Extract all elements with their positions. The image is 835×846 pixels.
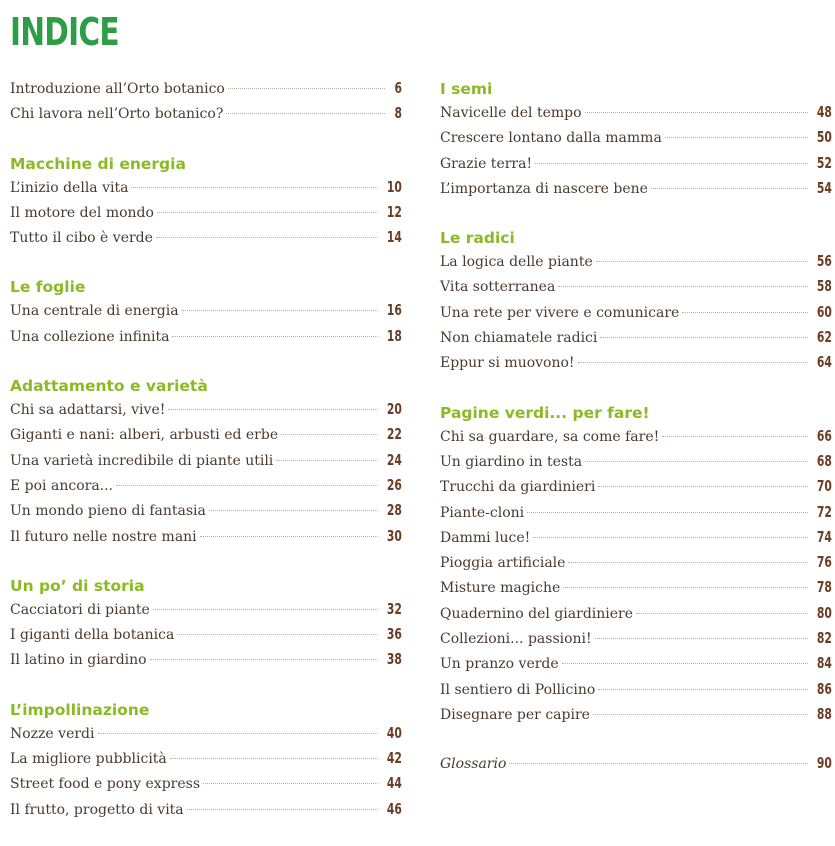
page-number: 38 <box>386 650 402 669</box>
entry-title: Il latino in giardino <box>10 652 147 669</box>
index-entry[interactable] <box>440 125 832 150</box>
entry-title: Non chiamatele radici <box>440 330 598 347</box>
index-entry[interactable] <box>440 300 832 325</box>
page-number: 30 <box>386 526 402 545</box>
index-entry[interactable] <box>10 647 402 672</box>
entry-title: Il frutto, progetto di vita <box>10 801 184 818</box>
index-section <box>10 151 402 251</box>
page-number: 52 <box>816 153 832 172</box>
dot-leader <box>98 733 379 734</box>
dot-leader <box>228 88 385 89</box>
dot-leader <box>585 112 809 113</box>
index-section <box>10 373 402 549</box>
entry-title: Un giardino in testa <box>440 453 583 470</box>
entry-title: Il motore del mondo <box>10 204 154 221</box>
dot-leader <box>562 663 808 664</box>
dot-leader <box>182 310 379 311</box>
entry-title: Una centrale di energia <box>10 303 179 320</box>
entry-title: Un mondo pieno di fantasia <box>10 503 206 520</box>
entry-title: L’importanza di nascere bene <box>440 180 648 197</box>
entry-title: Collezioni... passioni! <box>440 631 592 648</box>
index-entry[interactable] <box>10 797 402 822</box>
index-entry[interactable] <box>440 500 832 525</box>
index-entry[interactable] <box>10 746 402 771</box>
dot-leader <box>585 461 808 462</box>
dot-leader <box>226 113 385 114</box>
index-entry[interactable] <box>10 422 402 447</box>
page-title: INDICE <box>10 10 119 54</box>
entry-title: Una varietà incredibile di piante utili <box>10 452 274 469</box>
page-number: 14 <box>386 228 402 247</box>
dot-leader <box>156 237 378 238</box>
page-number: 20 <box>386 400 402 419</box>
dot-leader <box>682 312 808 313</box>
dot-leader <box>170 758 378 759</box>
page-number: 16 <box>386 301 402 320</box>
index-entry[interactable] <box>440 350 832 375</box>
dot-leader <box>153 609 378 610</box>
entry-title: Chi lavora nell’Orto botanico? <box>10 106 224 123</box>
dot-leader <box>509 763 808 764</box>
entry-title: Chi sa adattarsi, vive! <box>10 402 166 419</box>
page-number: 82 <box>816 629 832 648</box>
index-entry[interactable] <box>10 771 402 796</box>
page-number: 60 <box>816 302 832 321</box>
dot-leader <box>187 809 378 810</box>
dot-leader <box>116 485 378 486</box>
dot-leader <box>533 537 808 538</box>
page-number: 62 <box>816 328 832 347</box>
entry-title: Il sentiero di Pollicino <box>440 681 596 698</box>
index-entry[interactable] <box>10 397 402 422</box>
dot-leader <box>598 689 808 690</box>
index-entry[interactable] <box>10 225 402 250</box>
dot-leader <box>172 336 378 337</box>
dot-leader <box>595 638 808 639</box>
index-section <box>10 697 402 822</box>
entry-title: Piante-cloni <box>440 504 525 521</box>
dot-leader <box>131 187 378 188</box>
index-section <box>440 76 832 201</box>
index-entry[interactable] <box>10 76 402 101</box>
index-entry[interactable] <box>440 100 832 125</box>
index-entry[interactable] <box>10 622 402 647</box>
index-section <box>10 76 402 127</box>
dot-leader <box>177 634 378 635</box>
dot-leader <box>568 562 808 563</box>
index-entry[interactable] <box>440 550 832 575</box>
dot-leader <box>598 486 808 487</box>
entry-title: Il futuro nelle nostre mani <box>10 528 197 545</box>
entry-title: I giganti della botanica <box>10 627 175 644</box>
entry-title: Eppur si muovono! <box>440 355 575 372</box>
index-entry[interactable] <box>10 473 402 498</box>
dot-leader <box>563 587 808 588</box>
glossary-entry[interactable] <box>440 751 832 776</box>
section-heading: Le radici <box>440 229 515 248</box>
page-number: 80 <box>816 603 832 622</box>
index-column-right <box>440 76 832 777</box>
index-entry[interactable] <box>440 325 832 350</box>
page-number: 88 <box>816 704 832 723</box>
dot-leader <box>558 286 808 287</box>
entry-title: L’inizio della vita <box>10 179 129 196</box>
index-entry[interactable] <box>10 298 402 323</box>
page-number: 44 <box>386 774 402 793</box>
page-number: 86 <box>816 679 832 698</box>
entry-title: Crescere lontano dalla mamma <box>440 130 662 147</box>
page-number: 46 <box>386 799 402 818</box>
dot-leader <box>527 512 808 513</box>
index-column-left <box>10 76 402 846</box>
entry-title: Giganti e nani: alberi, arbusti ed erbe <box>10 427 279 444</box>
page-number: 66 <box>816 426 832 445</box>
page-number: 74 <box>816 527 832 546</box>
entry-title: Street food e pony express <box>10 776 200 793</box>
dot-leader <box>662 436 808 437</box>
dot-leader <box>200 536 378 537</box>
index-entry[interactable] <box>440 274 832 299</box>
glossary-section <box>440 751 832 776</box>
dot-leader <box>596 261 808 262</box>
dot-leader <box>203 783 378 784</box>
section-heading: Le foglie <box>10 278 86 297</box>
dot-leader <box>636 613 808 614</box>
index-entry[interactable] <box>440 424 832 449</box>
index-entry[interactable] <box>10 448 402 473</box>
index-entry[interactable] <box>10 101 402 126</box>
entry-title: E poi ancora... <box>10 477 114 494</box>
page-number: 28 <box>386 501 402 520</box>
section-heading: I semi <box>440 80 493 98</box>
index-section <box>440 225 832 375</box>
index-entry[interactable] <box>440 525 832 550</box>
dot-leader <box>600 337 808 338</box>
dot-leader <box>168 409 378 410</box>
page-number: 78 <box>816 578 832 597</box>
index-entry[interactable] <box>440 249 832 274</box>
entry-title: Vita sotterranea <box>440 279 556 296</box>
section-heading: Macchine di energia <box>10 154 186 173</box>
index-entry[interactable] <box>10 200 402 225</box>
entry-title: Disegnare per capire <box>440 706 590 723</box>
dot-leader <box>209 510 378 511</box>
glossary-title: Glossario <box>440 756 507 773</box>
index-entry[interactable] <box>10 524 402 549</box>
page-number: 24 <box>386 450 402 469</box>
page-number: 50 <box>816 128 832 147</box>
page-number: 64 <box>816 353 832 372</box>
dot-leader <box>665 137 808 138</box>
page-number: 48 <box>816 103 832 121</box>
page-number: 68 <box>816 451 832 470</box>
index-entry[interactable] <box>440 677 832 702</box>
page-number: 12 <box>386 202 402 221</box>
dot-leader <box>593 714 808 715</box>
page-number: 8 <box>394 104 402 123</box>
page-number: 56 <box>816 252 832 271</box>
entry-title: Misture magiche <box>440 580 561 597</box>
page-number: 90 <box>816 754 832 773</box>
entry-title: Trucchi da giardinieri <box>440 479 596 496</box>
dot-leader <box>651 188 808 189</box>
entry-title: La logica delle piante <box>440 254 593 271</box>
page-number: 54 <box>816 178 832 197</box>
entry-title: Cacciatori di piante <box>10 601 150 618</box>
section-heading: Pagine verdi... per fare! <box>440 403 650 422</box>
page-number: 32 <box>386 599 402 618</box>
section-heading: L’impollinazione <box>10 700 150 719</box>
page-number: 6 <box>394 79 402 97</box>
entry-title: Chi sa guardare, sa come fare! <box>440 428 660 445</box>
page-number: 36 <box>386 625 402 644</box>
section-heading: Adattamento e varietà <box>10 377 208 396</box>
entry-title: Grazie terra! <box>440 155 533 172</box>
entry-title: La migliore pubblicità <box>10 751 167 768</box>
entry-title: Una rete per vivere e comunicare <box>440 304 680 321</box>
page-number: 26 <box>386 475 402 494</box>
page-number: 40 <box>386 723 402 742</box>
dot-leader <box>150 659 379 660</box>
entry-title: Dammi luce! <box>440 529 531 546</box>
index-entry[interactable] <box>10 324 402 349</box>
dot-leader <box>535 163 808 164</box>
page-number: 10 <box>386 177 402 196</box>
page-number: 58 <box>816 277 832 296</box>
index-entry[interactable] <box>440 176 832 201</box>
index-entry[interactable] <box>10 498 402 523</box>
page-number: 42 <box>386 749 402 768</box>
page-number: 18 <box>386 326 402 345</box>
dot-leader <box>578 362 809 363</box>
page-number: 22 <box>386 425 402 444</box>
entry-title: Tutto il cibo è verde <box>10 230 153 247</box>
dot-leader <box>276 460 378 461</box>
index-entry[interactable] <box>440 575 832 600</box>
entry-title: Un pranzo verde <box>440 656 559 673</box>
entry-title: Quadernino del giardiniere <box>440 605 634 622</box>
index-entry[interactable] <box>440 474 832 499</box>
index-entry[interactable] <box>440 702 832 727</box>
index-entry[interactable] <box>10 175 402 200</box>
index-section <box>10 274 402 349</box>
index-entry[interactable] <box>440 449 832 474</box>
entry-title: Introduzione all’Orto botanico <box>10 81 225 97</box>
page-number: 84 <box>816 654 832 673</box>
index-section <box>10 573 402 673</box>
entry-title: Navicelle del tempo <box>440 105 582 121</box>
page-number: 72 <box>816 502 832 521</box>
index-entry[interactable] <box>10 721 402 746</box>
dot-leader <box>281 434 378 435</box>
index-entry[interactable] <box>10 597 402 622</box>
index-entry[interactable] <box>440 626 832 651</box>
entry-title: Nozze verdi <box>10 725 95 742</box>
index-entry[interactable] <box>440 601 832 626</box>
index-section <box>440 400 832 728</box>
section-heading: Un po’ di storia <box>10 576 145 595</box>
entry-title: Pioggia artificiale <box>440 555 566 572</box>
dot-leader <box>157 212 378 213</box>
index-entry[interactable] <box>440 151 832 176</box>
page-number: 76 <box>816 553 832 572</box>
entry-title: Una collezione infinita <box>10 328 170 345</box>
index-entry[interactable] <box>440 651 832 676</box>
page-number: 70 <box>816 477 832 496</box>
